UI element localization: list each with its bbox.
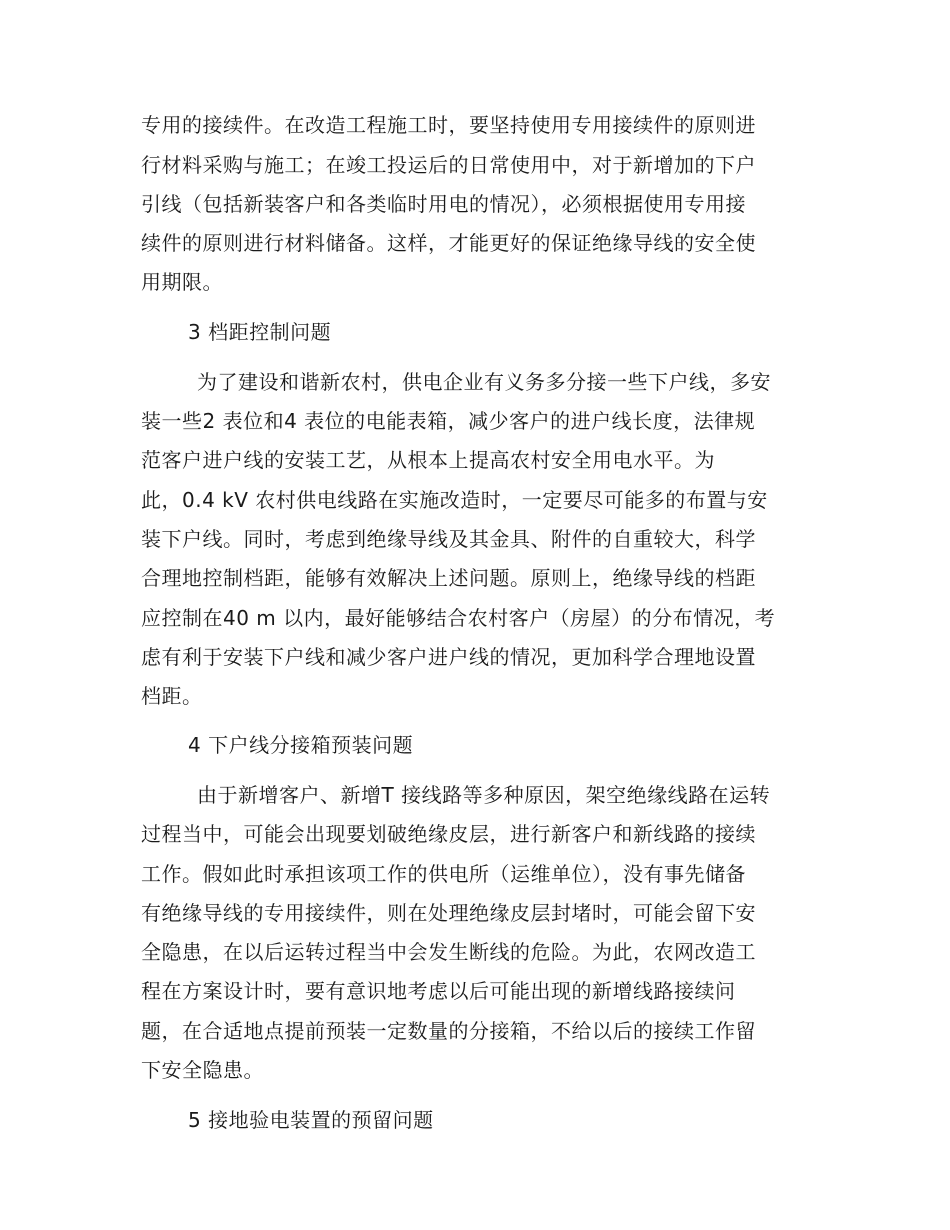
paragraph-line: 工作。假如此时承担该项工作的供电所（运维单位），没有事先储备 xyxy=(141,862,746,886)
paragraph-line: 此，0.4 kV 农村供电线路在实施改造时，一定要尽可能多的布置与安 xyxy=(141,488,768,512)
paragraph-line: 引线（包括新装客户和各类临时用电的情况），必须根据使用专用接 xyxy=(141,192,746,216)
paragraph-line: 全隐患，在以后运转过程当中会发生断线的危险。为此，农网改造工 xyxy=(141,940,756,964)
paragraph-line: 程在方案设计时，要有意识地考虑以后可能出现的新增线路接续问 xyxy=(141,979,736,1003)
paragraph-line: 装下户线。同时，考虑到绝缘导线及其金具、附件的自重较大，科学 xyxy=(141,527,756,551)
paragraph-line: 续件的原则进行材料储备。这样，才能更好的保证绝缘导线的安全使 xyxy=(141,231,756,255)
paragraph-line: 为了建设和谐新农村，供电企业有义务多分接一些下户线，多安 xyxy=(197,370,771,394)
paragraph-line: 用期限。 xyxy=(141,270,223,294)
paragraph-line: 专用的接续件。在改造工程施工时，要坚持使用专用接续件的原则进 xyxy=(141,113,756,137)
paragraph-line: 虑有利于安装下户线和减少客户进户线的情况，更加科学合理地设置 xyxy=(141,645,756,669)
paragraph-line: 范客户进户线的安装工艺，从根本上提高农村安全用电水平。为 xyxy=(141,448,715,472)
section-heading: 3 档距控制问题 xyxy=(188,320,332,344)
paragraph-line: 题，在合适地点提前预装一定数量的分接箱，不给以后的接续工作留 xyxy=(141,1019,756,1043)
paragraph-line: 档距。 xyxy=(141,684,203,708)
section-heading: 4 下户线分接箱预装问题 xyxy=(188,733,414,757)
paragraph-line: 行材料采购与施工；在竣工投运后的日常使用中，对于新增加的下户 xyxy=(141,153,756,177)
paragraph-line: 合理地控制档距，能够有效解决上述问题。原则上，绝缘导线的档距 xyxy=(141,566,756,590)
paragraph-line: 有绝缘导线的专用接续件，则在处理绝缘皮层封堵时，可能会留下安 xyxy=(141,901,756,925)
paragraph-line: 过程当中，可能会出现要划破绝缘皮层，进行新客户和新线路的接续 xyxy=(141,822,756,846)
section-heading: 5 接地验电装置的预留问题 xyxy=(188,1108,434,1132)
paragraph-line: 应控制在40 m 以内，最好能够结合农村客户（房屋）的分布情况，考 xyxy=(141,606,776,630)
paragraph-line: 装一些2 表位和4 表位的电能表箱，减少客户的进户线长度，法律规 xyxy=(141,409,756,433)
paragraph-line: 由于新增客户、新增T 接线路等多种原因，架空绝缘线路在运转 xyxy=(197,783,771,807)
paragraph-line: 下安全隐患。 xyxy=(141,1058,264,1082)
